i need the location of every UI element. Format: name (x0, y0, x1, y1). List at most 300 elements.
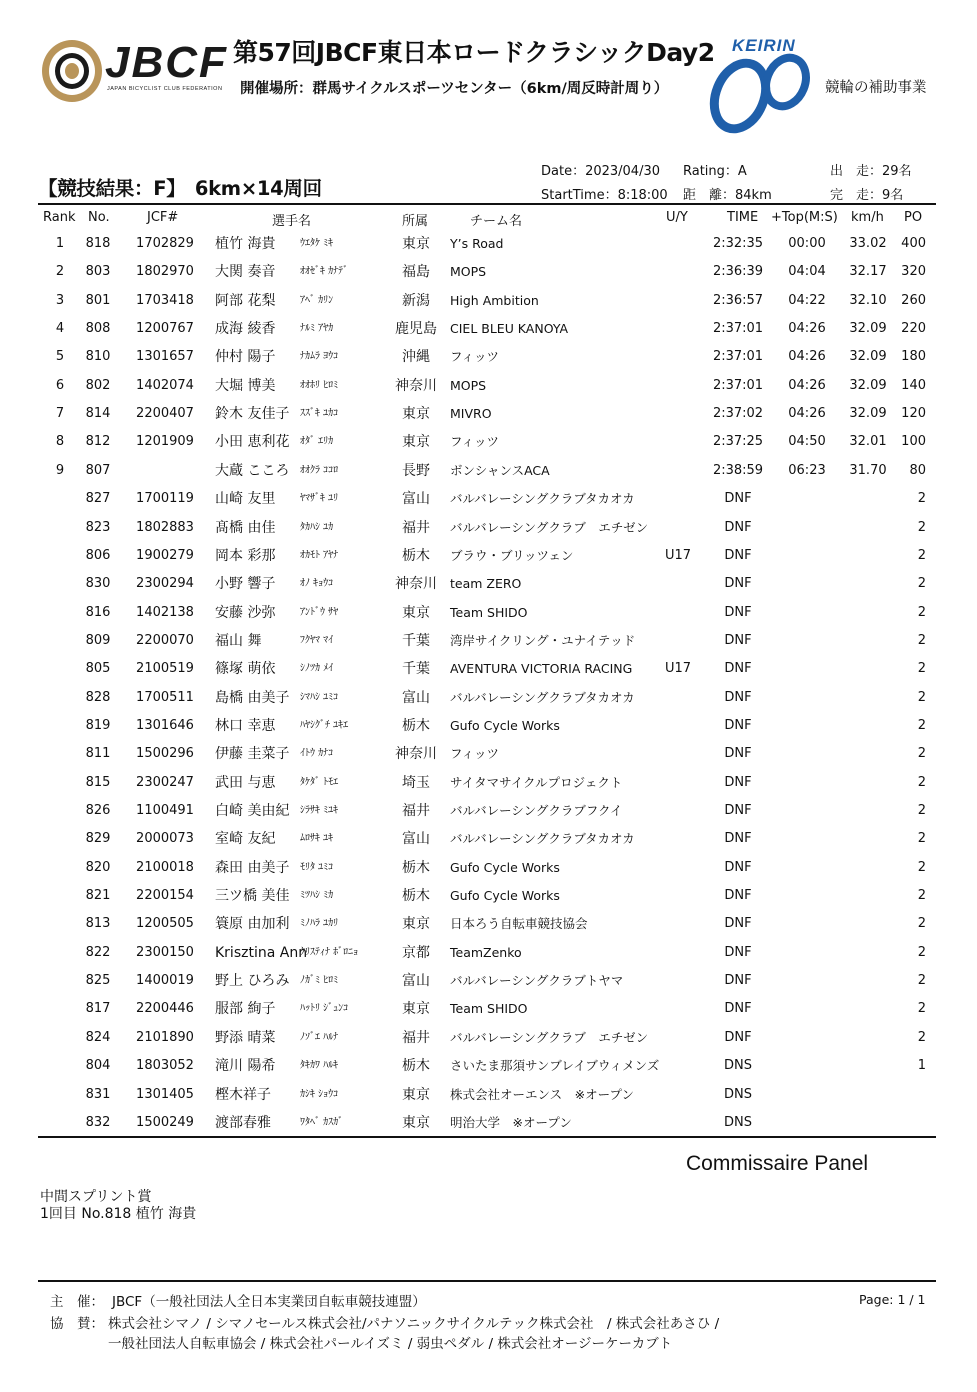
event-title: 第57回JBCF東日本ロードクラシックDay2 (233, 38, 715, 67)
bib-number-cell: 829 (85, 831, 111, 846)
points-cell: 140 (901, 378, 926, 393)
rider-kana-cell: ｵﾀﾞ ｴﾘｶ (300, 436, 334, 447)
rider-kana-cell: ﾅｶﾑﾗ ﾖｳｺ (300, 351, 339, 362)
rider-kana-cell: ｼﾉﾂｶ ﾒｲ (300, 663, 334, 674)
bib-number-cell: 807 (85, 463, 111, 478)
rider-name-cell: 山崎 友里 (215, 491, 276, 507)
team-name-cell: バルバレーシングクラブタカオカ (450, 831, 635, 846)
page-number: Page: 1 / 1 (859, 1292, 926, 1307)
prefecture-cell: 東京 (402, 1087, 430, 1103)
prefecture-cell: 千葉 (402, 661, 430, 677)
jcf-number-cell: 1802970 (136, 264, 194, 279)
rider-kana-cell: ｲﾄｳ ｶﾅｺ (300, 748, 334, 759)
speed-cell: 32.09 (849, 349, 887, 364)
sponsor-line-2: 一般社団法人自転車協会 / 株式会社パールイズミ / 弱虫ペダル / 株式会社オージーケーカブト (108, 1336, 673, 1352)
time-cell: DNF (724, 746, 752, 761)
jcf-number-cell: 1402074 (136, 378, 194, 393)
table-bottom-divider (38, 1136, 936, 1138)
col-rank-header: Rank (43, 210, 76, 225)
jcf-number-cell: 2200446 (136, 1001, 194, 1016)
points-cell: 1 (917, 1058, 926, 1073)
rider-name-cell: 仲村 陽子 (215, 349, 276, 365)
col-jcf-header: JCF# (147, 210, 179, 225)
bib-number-cell: 822 (85, 945, 111, 960)
rank-cell: 3 (55, 293, 65, 308)
rider-name-cell: 福山 舞 (215, 633, 262, 649)
points-cell: 220 (901, 321, 926, 336)
bib-number-cell: 810 (85, 349, 111, 364)
jcf-number-cell: 1200767 (136, 321, 194, 336)
prefecture-cell: 東京 (402, 1115, 430, 1131)
time-cell: DNF (724, 576, 752, 591)
rider-name-cell: 滝川 陽希 (215, 1058, 276, 1074)
prefecture-cell: 栃木 (402, 1058, 430, 1074)
rank-cell: 8 (55, 434, 65, 449)
rider-kana-cell: ｶｼｷ ｼｮｳｺ (300, 1089, 339, 1100)
rider-kana-cell: ﾊｯﾄﾘ ｼﾞｭﾝｺ (300, 1003, 349, 1014)
rider-name-cell: 三ツ橋 美佳 (215, 888, 290, 904)
jcf-number-cell: 1400019 (136, 973, 194, 988)
gap-to-top-cell: 04:22 (788, 293, 826, 308)
time-cell: DNF (724, 775, 752, 790)
prefecture-cell: 福島 (402, 264, 430, 280)
col-kmh-header: km/h (851, 210, 884, 225)
time-cell: DNF (724, 661, 752, 676)
points-cell: 2 (917, 803, 926, 818)
sprint-title: 中間スプリント賞 (40, 1189, 152, 1205)
keirin-rings-icon (706, 52, 818, 134)
gap-to-top-cell: 04:26 (788, 321, 826, 336)
time-cell: DNF (724, 605, 752, 620)
rider-kana-cell: ﾐﾉﾊﾗ ﾕｶﾘ (300, 918, 339, 929)
team-name-cell: Y’s Road (450, 236, 504, 251)
rank-cell: 7 (55, 406, 65, 421)
time-cell: DNF (724, 520, 752, 535)
time-cell: 2:32:35 (712, 236, 764, 251)
prefecture-cell: 東京 (402, 605, 430, 621)
bib-number-cell: 827 (85, 491, 111, 506)
jcf-number-cell: 1700511 (136, 690, 194, 705)
rider-name-cell: 樫木祥子 (215, 1087, 271, 1103)
prefecture-cell: 栃木 (402, 888, 430, 904)
rider-kana-cell: ﾅﾙﾐ ｱﾔｶ (300, 323, 334, 334)
time-cell: DNF (724, 491, 752, 506)
rider-name-cell: 岡本 彩那 (215, 548, 276, 564)
points-cell: 260 (901, 293, 926, 308)
rider-name-cell: 武田 与恵 (215, 775, 276, 791)
team-name-cell: サイタマサイクルプロジェクト (450, 775, 623, 790)
rider-kana-cell: ﾉｿﾞｴ ﾊﾙﾅ (300, 1032, 339, 1043)
gap-to-top-cell: 06:23 (788, 463, 826, 478)
prefecture-cell: 東京 (402, 1001, 430, 1017)
points-cell: 2 (917, 520, 926, 535)
result-title: 【競技結果：F】 6km×14周回 (38, 177, 322, 200)
speed-cell: 32.09 (849, 321, 887, 336)
bib-number-cell: 811 (85, 746, 111, 761)
keirin-subsidy-text: 競輪の補助事業 (825, 80, 927, 96)
bib-number-cell: 826 (85, 803, 111, 818)
rider-kana-cell: ﾀｶﾊｼ ﾕｶ (300, 522, 334, 533)
prefecture-cell: 富山 (402, 831, 430, 847)
rider-kana-cell: ﾑﾛｻｷ ﾕｷ (300, 833, 334, 844)
prefecture-cell: 富山 (402, 973, 430, 989)
prefecture-cell: 東京 (402, 406, 430, 422)
time-cell: DNF (724, 718, 752, 733)
time-cell: 2:36:39 (712, 264, 764, 279)
rider-name-cell: 小野 響子 (215, 576, 276, 592)
bib-number-cell: 809 (85, 633, 111, 648)
time-cell: 2:37:01 (712, 349, 764, 364)
col-uy-header: U/Y (666, 210, 688, 225)
team-name-cell: フィッツ (450, 349, 500, 364)
footer-divider (38, 1280, 936, 1282)
team-name-cell: MOPS (450, 378, 487, 393)
team-name-cell: バルバレーシングクラブタカオカ (450, 491, 635, 506)
time-cell: 2:36:57 (712, 293, 764, 308)
prefecture-cell: 福井 (402, 1030, 430, 1046)
time-cell: DNF (724, 973, 752, 988)
starters-count: 出 走：29名 (830, 164, 912, 179)
speed-cell: 32.09 (849, 406, 887, 421)
prefecture-cell: 神奈川 (395, 378, 437, 394)
prefecture-cell: 埼玉 (402, 775, 430, 791)
rider-name-cell: 大蔵 こころ (215, 463, 290, 479)
team-name-cell: バルバレーシングクラブフクイ (450, 803, 623, 818)
jbcf-logo-subtitle: JAPAN BICYCLIST CLUB FEDERATION (107, 86, 223, 92)
team-name-cell: バルバレーシングクラブタカオカ (450, 690, 635, 705)
prefecture-cell: 富山 (402, 690, 430, 706)
points-cell: 2 (917, 1001, 926, 1016)
rider-name-cell: 大堀 博美 (215, 378, 276, 394)
time-cell: DNF (724, 888, 752, 903)
points-cell: 2 (917, 916, 926, 931)
team-name-cell: Gufo Cycle Works (450, 860, 560, 875)
sponsor-label: 協 賛： (50, 1316, 104, 1332)
time-cell: 2:38:59 (712, 463, 764, 478)
bib-number-cell: 824 (85, 1030, 111, 1045)
rank-cell: 9 (55, 463, 65, 478)
sponsor-line-1: 株式会社シマノ / シマノセールス株式会社/パナソニックサイクルテック株式会社 / 株式会社あさひ / (108, 1316, 720, 1332)
time-cell: 2:37:01 (712, 378, 764, 393)
prefecture-cell: 東京 (402, 434, 430, 450)
time-cell: DNF (724, 548, 752, 563)
points-cell: 2 (917, 491, 926, 506)
points-cell: 2 (917, 605, 926, 620)
team-name-cell: 湾岸サイクリング・ユナイテッド (450, 633, 636, 648)
rider-name-cell: 髙橋 由佳 (215, 520, 276, 536)
prefecture-cell: 福井 (402, 803, 430, 819)
keirin-logo-text: KEIRIN (732, 36, 796, 55)
rider-kana-cell: ｵｵｸﾗ ｺｺﾛ (300, 465, 339, 476)
bib-number-cell: 832 (85, 1115, 111, 1130)
team-name-cell: Gufo Cycle Works (450, 718, 560, 733)
col-po-header: PO (904, 210, 923, 225)
jcf-number-cell: 1900279 (136, 548, 194, 563)
points-cell: 2 (917, 548, 926, 563)
prefecture-cell: 栃木 (402, 860, 430, 876)
col-top-header: +Top(M:S) (771, 210, 838, 225)
time-cell: DNF (724, 1001, 752, 1016)
speed-cell: 32.01 (849, 434, 887, 449)
prefecture-cell: 千葉 (402, 633, 430, 649)
points-cell: 2 (917, 633, 926, 648)
time-cell: 2:37:01 (712, 321, 764, 336)
rider-kana-cell: ﾀｹﾀﾞ ﾄﾓｴ (300, 777, 339, 788)
rider-name-cell: 成海 綾香 (215, 321, 276, 337)
rider-name-cell: 植竹 海貴 (215, 236, 276, 252)
rider-kana-cell: ｼﾏﾊｼ ﾕﾐｺ (300, 692, 339, 703)
speed-cell: 31.70 (849, 463, 887, 478)
bib-number-cell: 814 (85, 406, 111, 421)
col-no-header: No. (88, 210, 110, 225)
rider-kana-cell: ｱﾝﾄﾞｳ ｻﾔ (300, 607, 339, 618)
rider-kana-cell: ﾔﾏｻﾞｷ ﾕﾘ (300, 493, 339, 504)
prefecture-cell: 栃木 (402, 718, 430, 734)
team-name-cell: Gufo Cycle Works (450, 888, 560, 903)
jcf-number-cell: 2100018 (136, 860, 194, 875)
rider-name-cell: 簑原 由加利 (215, 916, 290, 932)
team-name-cell: バルバレーシングクラブ エチゼン (450, 520, 649, 535)
info-divider (38, 203, 936, 205)
jcf-number-cell: 1702829 (136, 236, 194, 251)
team-name-cell: MOPS (450, 264, 487, 279)
bib-number-cell: 802 (85, 378, 111, 393)
bib-number-cell: 828 (85, 690, 111, 705)
points-cell: 400 (901, 236, 926, 251)
rider-name-cell: 服部 絢子 (215, 1001, 276, 1017)
bib-number-cell: 831 (85, 1087, 111, 1102)
bib-number-cell: 818 (85, 236, 111, 251)
rider-name-cell: 白崎 美由紀 (215, 803, 290, 819)
prefecture-cell: 長野 (402, 463, 430, 479)
rider-kana-cell: ﾓﾘﾀ ﾕﾐｺ (300, 862, 334, 873)
bib-number-cell: 820 (85, 860, 111, 875)
team-name-cell: team ZERO (450, 576, 522, 591)
rider-name-cell: 篠塚 萌依 (215, 661, 276, 677)
jcf-number-cell: 1500249 (136, 1115, 194, 1130)
points-cell: 2 (917, 775, 926, 790)
jcf-number-cell: 2200070 (136, 633, 194, 648)
gap-to-top-cell: 04:26 (788, 378, 826, 393)
jcf-number-cell: 2200407 (136, 406, 194, 421)
rank-cell: 5 (55, 349, 65, 364)
points-cell: 120 (901, 406, 926, 421)
points-cell: 2 (917, 718, 926, 733)
prefecture-cell: 鹿児島 (395, 321, 437, 337)
bib-number-cell: 830 (85, 576, 111, 591)
rider-kana-cell: ﾜﾀﾍﾞ ｶｽｶﾞ (300, 1117, 344, 1128)
rank-cell: 1 (55, 236, 65, 251)
jcf-number-cell: 2100519 (136, 661, 194, 676)
rank-cell: 6 (55, 378, 65, 393)
jcf-number-cell: 2200154 (136, 888, 194, 903)
team-name-cell: フィッツ (450, 746, 500, 761)
bib-number-cell: 804 (85, 1058, 111, 1073)
points-cell: 2 (917, 888, 926, 903)
commissaire-panel: Commissaire Panel (686, 1152, 869, 1175)
rider-name-cell: 渡部春雅 (215, 1115, 271, 1131)
points-cell: 2 (917, 661, 926, 676)
rider-name-cell: 大関 奏音 (215, 264, 276, 280)
jcf-number-cell: 2300150 (136, 945, 194, 960)
team-name-cell: さいたま那須サンブレイブウィメンズ (450, 1058, 660, 1073)
points-cell: 80 (909, 463, 926, 478)
gap-to-top-cell: 04:50 (788, 434, 826, 449)
team-name-cell: バルバレーシングクラブ エチゼン (450, 1030, 649, 1045)
time-cell: DNF (724, 690, 752, 705)
col-name-header: 選手名 (272, 214, 312, 229)
rider-name-cell: 鈴木 友佳子 (215, 406, 290, 422)
rider-name-cell: 伊藤 圭菜子 (215, 746, 290, 762)
points-cell: 2 (917, 860, 926, 875)
time-cell: DNF (724, 916, 752, 931)
jcf-number-cell: 1100491 (136, 803, 194, 818)
time-cell: DNF (724, 1030, 752, 1045)
col-time-header: TIME (727, 210, 759, 225)
team-name-cell: CIEL BLEU KANOYA (450, 321, 569, 336)
venue: 開催場所：群馬サイクルスポーツセンター（6km/周反時計周り） (240, 81, 669, 97)
jcf-number-cell: 2300294 (136, 576, 194, 591)
rider-name-cell: 小田 恵利花 (215, 434, 290, 450)
col-pref-header: 所属 (402, 214, 429, 229)
uy-class-cell: U17 (664, 661, 692, 676)
jbcf-logo-text: JBCF (105, 38, 228, 87)
rider-kana-cell: ｽｽﾞｷ ﾕｶｺ (300, 408, 339, 419)
bib-number-cell: 812 (85, 434, 111, 449)
points-cell: 2 (917, 831, 926, 846)
time-cell: DNF (724, 860, 752, 875)
gap-to-top-cell: 00:00 (788, 236, 826, 251)
speed-cell: 32.17 (849, 264, 887, 279)
rank-cell: 4 (55, 321, 65, 336)
bib-number-cell: 806 (85, 548, 111, 563)
bib-number-cell: 821 (85, 888, 111, 903)
rank-cell: 2 (55, 264, 65, 279)
time-cell: 2:37:25 (712, 434, 764, 449)
jcf-number-cell: 1301657 (136, 349, 194, 364)
points-cell: 100 (901, 434, 926, 449)
rider-kana-cell: ﾐﾂﾊｼ ﾐｶ (300, 890, 334, 901)
bib-number-cell: 819 (85, 718, 111, 733)
sprint-result: 1回目 No.818 植竹 海貴 (40, 1206, 197, 1222)
jcf-number-cell: 2000073 (136, 831, 194, 846)
team-name-cell: ブラウ・ブリッツェン (450, 548, 574, 563)
prefecture-cell: 京都 (402, 945, 430, 961)
team-name-cell: フィッツ (450, 434, 500, 449)
jcf-number-cell: 1301405 (136, 1087, 194, 1102)
bib-number-cell: 825 (85, 973, 111, 988)
rider-kana-cell: ﾌｸﾔﾏ ﾏｲ (300, 635, 334, 646)
gap-to-top-cell: 04:04 (788, 264, 826, 279)
prefecture-cell: 東京 (402, 916, 430, 932)
jcf-number-cell: 1802883 (136, 520, 194, 535)
bib-number-cell: 801 (85, 293, 111, 308)
rider-name-cell: 野上 ひろみ (215, 973, 290, 989)
rating: Rating：A (683, 164, 747, 179)
bib-number-cell: 803 (85, 264, 111, 279)
points-cell: 2 (917, 690, 926, 705)
rider-name-cell: 阿部 花梨 (215, 293, 276, 309)
prefecture-cell: 神奈川 (395, 576, 437, 592)
time-cell: DNS (724, 1087, 752, 1102)
bib-number-cell: 808 (85, 321, 111, 336)
prefecture-cell: 東京 (402, 236, 430, 252)
points-cell: 2 (917, 746, 926, 761)
distance: 距 離：84km (683, 188, 772, 203)
rider-kana-cell: ﾀｷｶﾜ ﾊﾙｷ (300, 1060, 339, 1071)
team-name-cell: 株式会社オーエンス ※オープン (450, 1087, 634, 1102)
time-cell: DNF (724, 803, 752, 818)
points-cell: 2 (917, 945, 926, 960)
rider-kana-cell: ｼﾗｻｷ ﾐﾕｷ (300, 805, 339, 816)
time-cell: DNF (724, 633, 752, 648)
team-name-cell: AVENTURA VICTORIA RACING (450, 661, 633, 676)
rider-kana-cell: ｱﾍﾞ ｶﾘﾝ (300, 295, 334, 306)
prefecture-cell: 富山 (402, 491, 430, 507)
organizer: JBCF（一般社団法人全日本実業団自転車競技連盟） (112, 1294, 426, 1310)
rider-kana-cell: ｵｵﾎﾘ ﾋﾛﾐ (300, 380, 339, 391)
rider-kana-cell: ｳｴﾀｹ ﾐｷ (300, 238, 334, 249)
rider-kana-cell: ﾊﾔｼｸﾞﾁ ﾕｷｴ (300, 720, 349, 731)
race-date: Date：2023/04/30 (541, 164, 660, 179)
jcf-number-cell: 1301646 (136, 718, 194, 733)
jcf-number-cell: 1803052 (136, 1058, 194, 1073)
team-name-cell: Team SHIDO (450, 605, 528, 620)
uy-class-cell: U17 (664, 548, 692, 563)
rider-kana-cell: ｵｵｾﾞｷ ｶﾅﾃﾞ (300, 266, 349, 277)
points-cell: 180 (901, 349, 926, 364)
team-name-cell: バルバレーシングクラブトヤマ (450, 973, 624, 988)
speed-cell: 32.09 (849, 378, 887, 393)
rider-kana-cell: ｵﾉ ｷｮｳｺ (300, 578, 334, 589)
jcf-number-cell: 1201909 (136, 434, 194, 449)
prefecture-cell: 沖縄 (402, 349, 430, 365)
points-cell: 320 (901, 264, 926, 279)
time-cell: DNS (724, 1115, 752, 1130)
rider-kana-cell: ﾉｶﾞﾐ ﾋﾛﾐ (300, 975, 339, 986)
jcf-number-cell: 1700119 (136, 491, 194, 506)
rider-name-cell: 安藤 沙弥 (215, 605, 276, 621)
team-name-cell: 日本ろう自転車競技協会 (450, 916, 588, 931)
bib-number-cell: 815 (85, 775, 111, 790)
rider-name-cell: 室崎 友紀 (215, 831, 276, 847)
col-team-header: チーム名 (470, 214, 523, 229)
jcf-number-cell: 1402138 (136, 605, 194, 620)
jcf-number-cell: 2300247 (136, 775, 194, 790)
team-name-cell: Team SHIDO (450, 1001, 528, 1016)
rider-name-cell: 野添 晴菜 (215, 1030, 276, 1046)
points-cell: 2 (917, 1030, 926, 1045)
team-name-cell: ボンシャンスACA (450, 463, 550, 478)
bib-number-cell: 816 (85, 605, 111, 620)
team-name-cell: High Ambition (450, 293, 539, 308)
team-name-cell: MIVRO (450, 406, 492, 421)
time-cell: DNS (724, 1058, 752, 1073)
jcf-number-cell: 1500296 (136, 746, 194, 761)
rider-kana-cell: ｸﾘｽﾃｨﾅ ﾎﾞﾛﾆｮ (300, 947, 359, 958)
team-name-cell: TeamZenko (450, 945, 522, 960)
speed-cell: 33.02 (849, 236, 887, 251)
time-cell: 2:37:02 (712, 406, 764, 421)
bib-number-cell: 823 (85, 520, 111, 535)
points-cell: 2 (917, 973, 926, 988)
jcf-number-cell: 1703418 (136, 293, 194, 308)
rider-kana-cell: ｵｶﾓﾄ ｱﾔﾅ (300, 550, 339, 561)
points-cell: 2 (917, 576, 926, 591)
rider-name-cell: 島橋 由美子 (215, 690, 290, 706)
team-name-cell: 明治大学 ※オープン (450, 1115, 572, 1130)
gap-to-top-cell: 04:26 (788, 349, 826, 364)
